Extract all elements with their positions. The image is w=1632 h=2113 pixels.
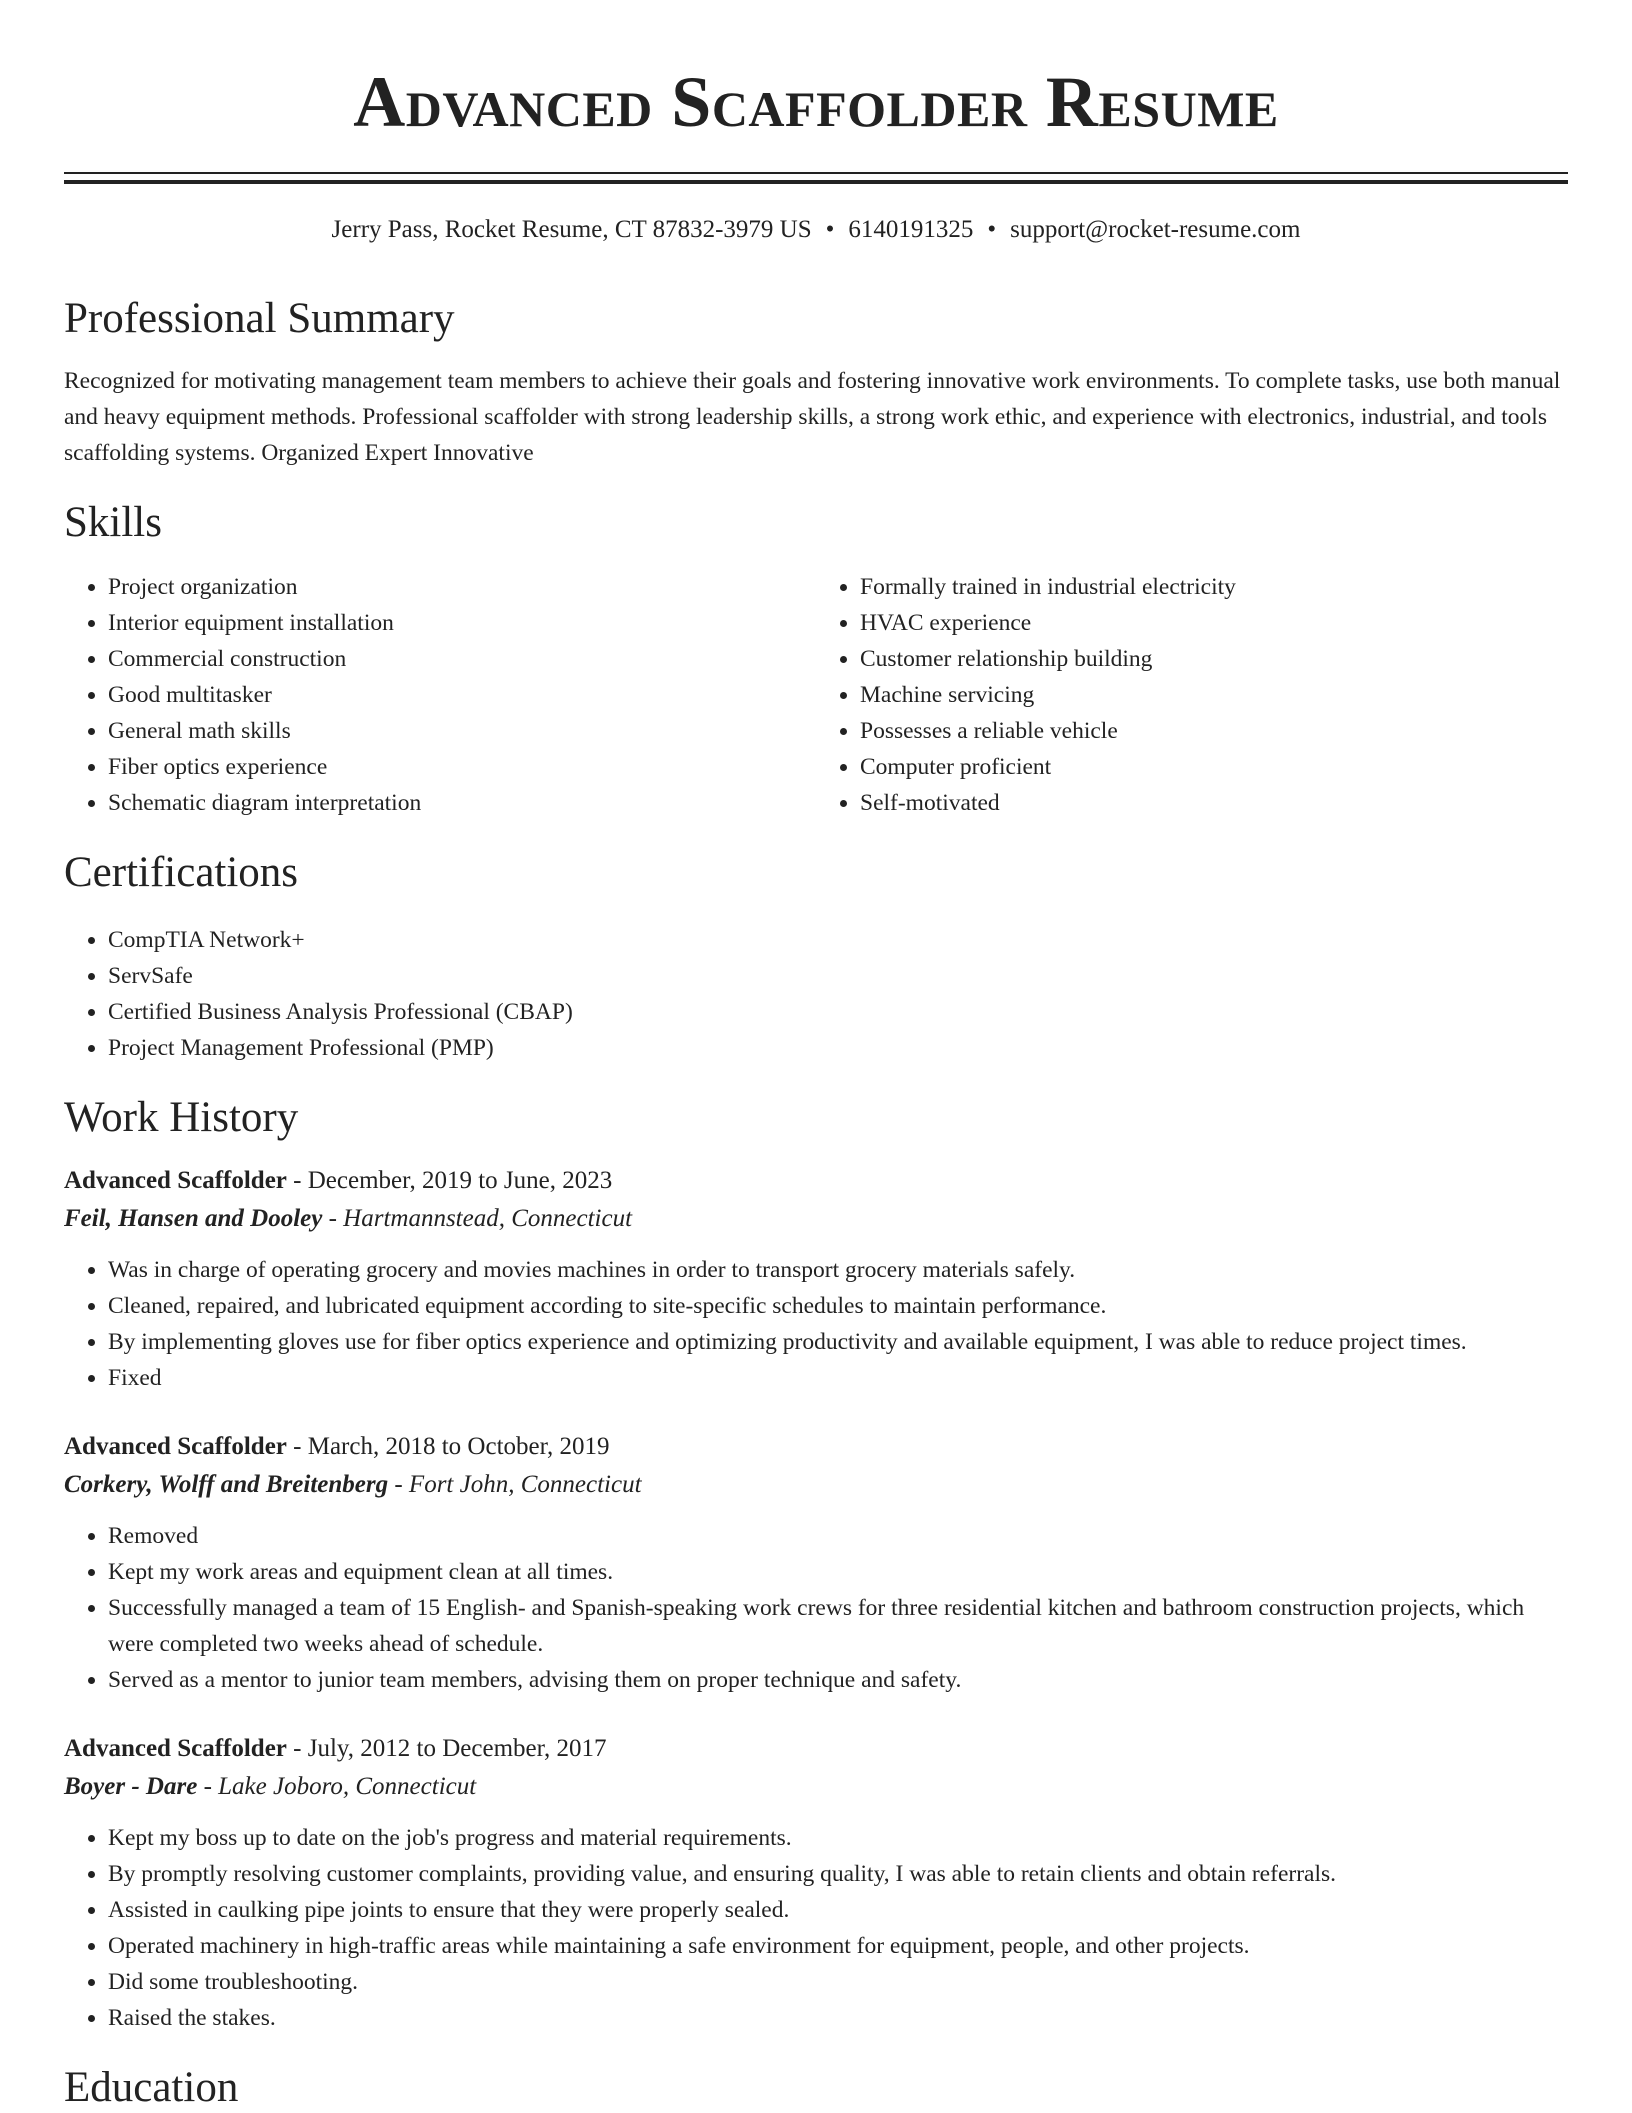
job-location: - Lake Joboro, Connecticut: [197, 1772, 477, 1800]
skills-list-right: [816, 569, 1568, 821]
job-bullet: • By promptly resolving customer complaints, providing value, and ensuring quality, I was able to retain clients and obtain referrals.: [108, 1856, 1568, 1892]
job-company: Corkery, Wolff and Breitenberg: [64, 1470, 389, 1498]
title-divider: [64, 172, 1568, 186]
job-company-line: [64, 1466, 1568, 1504]
skill-item: • Customer relationship building: [860, 641, 1568, 677]
skills-right-column: [816, 569, 1568, 821]
certification-item: • ServSafe: [108, 958, 1568, 994]
skill-item: • Good multitasker: [108, 677, 816, 713]
skill-item: • Interior equipment installation: [108, 605, 816, 641]
job-location: - Fort John, Connecticut: [388, 1470, 642, 1498]
job-title-line: [64, 1428, 1568, 1466]
education-heading: Education: [64, 2063, 239, 2111]
job-bullets: [64, 1820, 1568, 2036]
job-bullet: • Cleaned, repaired, and lubricated equipment according to site-specific schedules to maintain performance.: [108, 1288, 1568, 1324]
skill-item: • Possesses a reliable vehicle: [860, 713, 1568, 749]
job-bullet: • Was in charge of operating grocery and movies machines in order to transport grocery materials safely.: [108, 1252, 1568, 1288]
contact-separator: •: [987, 216, 997, 243]
job-title-line: [64, 1730, 1568, 1768]
job-bullet: • Did some troubleshooting.: [108, 1964, 1568, 2000]
skill-item: • Schematic diagram interpretation: [108, 785, 816, 821]
job-bullet: • Kept my work areas and equipment clean at all times.: [108, 1554, 1568, 1590]
job-title: Advanced Scaffolder: [64, 1166, 287, 1194]
job-bullet: • By implementing gloves use for fiber optics experience and optimizing productivity and available equipment, I was able to reduce project times.: [108, 1324, 1568, 1360]
skills-left-column: [64, 569, 816, 821]
job-dates: - July, 2012 to December, 2017: [286, 1734, 607, 1762]
summary-heading: Professional Summary: [64, 294, 455, 342]
contact-line: [64, 214, 1568, 247]
job-bullet: • Raised the stakes.: [108, 2000, 1568, 2036]
contact-separator: •: [825, 216, 835, 243]
job-bullet: • Kept my boss up to date on the job's progress and material requirements.: [108, 1820, 1568, 1856]
job-entry: [64, 1162, 1568, 1396]
job-bullet: • Successfully managed a team of 15 English- and Spanish-speaking work crews for three residential kitchen and bathroom construction projects, which were completed two weeks ahead of schedule.: [108, 1590, 1568, 1662]
page-title: Advanced Scaffolder Resume: [353, 62, 1279, 142]
certification-item: • Certified Business Analysis Professional (CBAP): [108, 994, 1568, 1030]
contact-phone: 6140191325: [848, 216, 974, 243]
job-bullets: [64, 1518, 1568, 1698]
contact-email: support@rocket-resume.com: [1010, 216, 1301, 243]
job-company-line: [64, 1768, 1568, 1806]
skill-item: • Formally trained in industrial electricity: [860, 569, 1568, 605]
certification-item: • CompTIA Network+: [108, 922, 1568, 958]
certification-item: • Project Management Professional (PMP): [108, 1030, 1568, 1066]
work-history-heading: Work History: [64, 1094, 299, 1142]
job-company: Feil, Hansen and Dooley: [64, 1204, 323, 1232]
job-entry: [64, 1428, 1568, 1698]
job-bullets: [64, 1252, 1568, 1396]
skills-section: [64, 569, 1568, 821]
divider-thick-line: [64, 180, 1568, 184]
skill-item: • Commercial construction: [108, 641, 816, 677]
job-bullet: • Served as a mentor to junior team members, advising them on proper technique and safety.: [108, 1662, 1568, 1698]
summary-text: Recognized for motivating management team members to achieve their goals and fostering innovative work environments. To complete tasks, use both manual and heavy equipment methods. Professional scaffolder with strong leadership skills, a strong work ethic, and experience with electronics, industrial, and tools scaffolding systems. Organized Expert Innovative: [64, 368, 1561, 467]
skill-item: • General math skills: [108, 713, 816, 749]
job-company: Boyer - Dare: [64, 1772, 198, 1800]
job-title: Advanced Scaffolder: [64, 1432, 287, 1460]
job-bullet: • Removed: [108, 1518, 1568, 1554]
job-title: Advanced Scaffolder: [64, 1734, 287, 1762]
skill-item: • Computer proficient: [860, 749, 1568, 785]
skill-item: • HVAC experience: [860, 605, 1568, 641]
certifications-heading: Certifications: [64, 848, 299, 896]
skill-item: • Fiber optics experience: [108, 749, 816, 785]
job-bullet: • Operated machinery in high-traffic areas while maintaining a safe environment for equipment, people, and other projects.: [108, 1928, 1568, 1964]
job-dates: - March, 2018 to October, 2019: [286, 1432, 610, 1460]
skill-item: • Project organization: [108, 569, 816, 605]
divider-thin-line: [64, 172, 1568, 174]
contact-address: Jerry Pass, Rocket Resume, CT 87832-3979 US: [331, 216, 812, 243]
job-bullet: • Fixed: [108, 1360, 1568, 1396]
certifications-list: [64, 922, 1568, 1066]
resume-page: [64, 0, 1568, 2113]
skills-list-left: [64, 569, 816, 821]
job-bullet: • Assisted in caulking pipe joints to ensure that they were properly sealed.: [108, 1892, 1568, 1928]
skills-heading: Skills: [64, 499, 162, 547]
skill-item: • Self-motivated: [860, 785, 1568, 821]
job-entry: [64, 1730, 1568, 2036]
skill-item: • Machine servicing: [860, 677, 1568, 713]
job-dates: - December, 2019 to June, 2023: [286, 1166, 613, 1194]
job-location: - Hartmannstead, Connecticut: [322, 1204, 633, 1232]
job-title-line: [64, 1162, 1568, 1200]
job-company-line: [64, 1200, 1568, 1238]
